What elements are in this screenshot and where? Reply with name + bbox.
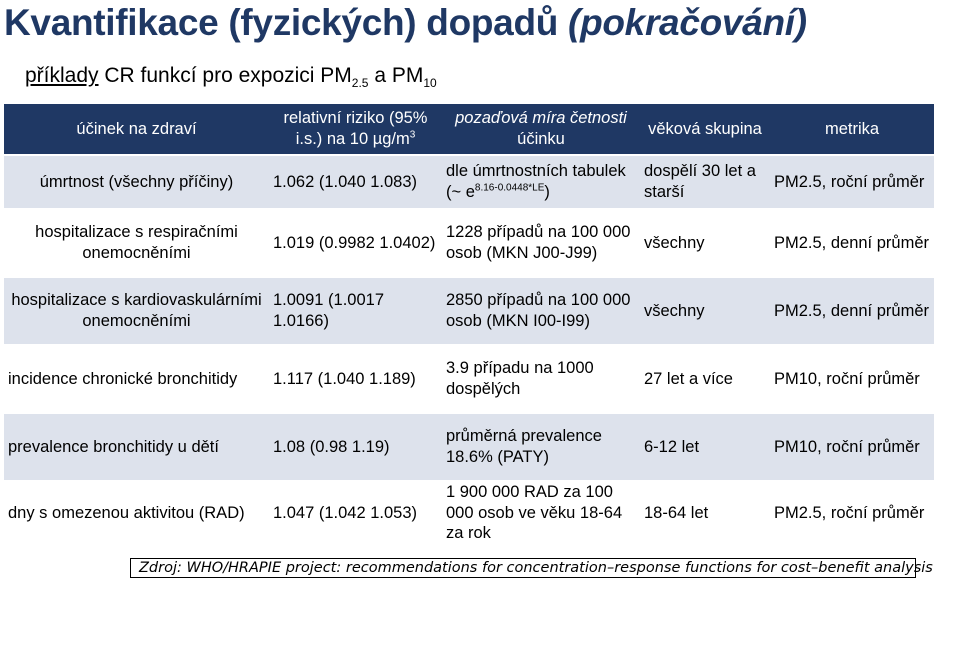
header-rr-line1: relativní riziko (95% bbox=[283, 109, 428, 128]
cell-rr: 1.0091 (1.0017 1.0166) bbox=[269, 278, 442, 344]
header-age-group: věková skupina bbox=[640, 104, 770, 154]
cell-bg bbox=[442, 156, 640, 208]
cell-metric: PM10, roční průměr bbox=[770, 414, 934, 480]
cell-bg-line2-pre: (~ e bbox=[446, 183, 475, 201]
cell-age: 27 let a více bbox=[640, 346, 770, 412]
page-title bbox=[4, 2, 807, 44]
cell-metric: PM2.5, roční průměr bbox=[770, 156, 934, 208]
cell-bg-line2-post: ) bbox=[544, 183, 550, 201]
cell-effect: incidence chronické bronchitidy bbox=[4, 346, 269, 412]
source-note: Zdroj: WHO/HRAPIE project: recommendations for concentration–response functions for cost–benefit analysis bbox=[130, 558, 916, 578]
cell-rr: 1.019 (0.9982 1.0402) bbox=[269, 210, 442, 276]
cell-effect: dny s omezenou aktivitou (RAD) bbox=[4, 482, 269, 544]
cell-rr: 1.047 (1.042 1.053) bbox=[269, 482, 442, 544]
cell-bg-line1: dle úmrtnostních tabulek bbox=[446, 162, 626, 181]
table-row bbox=[4, 156, 934, 208]
cell-bg-sup: 8.16-0.0448*LE bbox=[474, 182, 545, 194]
cell-bg: 1228 případů na 100 000 osob (MKN J00-J99) bbox=[442, 210, 640, 276]
cell-bg: 2850 případů na 100 000 osob (MKN I00-I99) bbox=[442, 278, 640, 344]
subtitle bbox=[25, 64, 437, 90]
cell-rr: 1.062 (1.040 1.083) bbox=[269, 156, 442, 208]
table-row bbox=[4, 482, 934, 544]
title-italic: (pokračování) bbox=[568, 2, 807, 43]
cell-age: 18-64 let bbox=[640, 482, 770, 544]
cell-effect: úmrtnost (všechny příčiny) bbox=[4, 156, 269, 208]
header-background-rate bbox=[442, 104, 640, 154]
table-row bbox=[4, 414, 934, 480]
subtitle-text-b: a PM bbox=[368, 64, 424, 87]
cell-age: všechny bbox=[640, 278, 770, 344]
cell-age: dospělí 30 let a starší bbox=[640, 156, 770, 208]
cell-metric: PM2.5, roční průměr bbox=[770, 482, 934, 544]
subtitle-sub-a: 2.5 bbox=[351, 76, 369, 91]
cell-rr: 1.117 (1.040 1.189) bbox=[269, 346, 442, 412]
cell-age: všechny bbox=[640, 210, 770, 276]
cell-effect: hospitalizace s kardiovaskulárními onemocněními bbox=[4, 278, 269, 344]
cell-effect: prevalence bronchitidy u dětí bbox=[4, 414, 269, 480]
header-relative-risk bbox=[269, 104, 442, 154]
cell-bg: 3.9 případu na 1000 dospělých bbox=[442, 346, 640, 412]
table-row bbox=[4, 210, 934, 276]
header-rr-sup: 3 bbox=[409, 129, 416, 141]
header-metric: metrika bbox=[770, 104, 934, 154]
cr-functions-table bbox=[4, 104, 934, 544]
cell-bg: průměrná prevalence 18.6% (PATY) bbox=[442, 414, 640, 480]
cell-age: 6-12 let bbox=[640, 414, 770, 480]
cell-metric: PM10, roční průměr bbox=[770, 346, 934, 412]
header-rr-line2: i.s.) na 10 µg/m bbox=[295, 130, 410, 148]
cell-bg: 1 900 000 RAD za 100 000 osob ve věku 18-64 za rok bbox=[442, 482, 640, 544]
header-bg-line1: pozaďová míra četnosti bbox=[455, 109, 627, 128]
table-header-row bbox=[4, 104, 934, 154]
subtitle-underlined: příklady bbox=[25, 64, 99, 87]
cell-metric: PM2.5, denní průměr bbox=[770, 210, 934, 276]
table-row bbox=[4, 346, 934, 412]
title-main: Kvantifikace (fyzických) dopadů bbox=[4, 2, 569, 43]
cell-effect: hospitalizace s respiračními onemocněními bbox=[4, 210, 269, 276]
table-row bbox=[4, 278, 934, 344]
header-bg-line2: účinku bbox=[517, 130, 565, 148]
header-effect: účinek na zdraví bbox=[4, 104, 269, 154]
cell-rr: 1.08 (0.98 1.19) bbox=[269, 414, 442, 480]
subtitle-sub-b: 10 bbox=[423, 76, 437, 91]
subtitle-text-a: CR funkcí pro expozici PM bbox=[98, 64, 352, 87]
cell-metric: PM2.5, denní průměr bbox=[770, 278, 934, 344]
